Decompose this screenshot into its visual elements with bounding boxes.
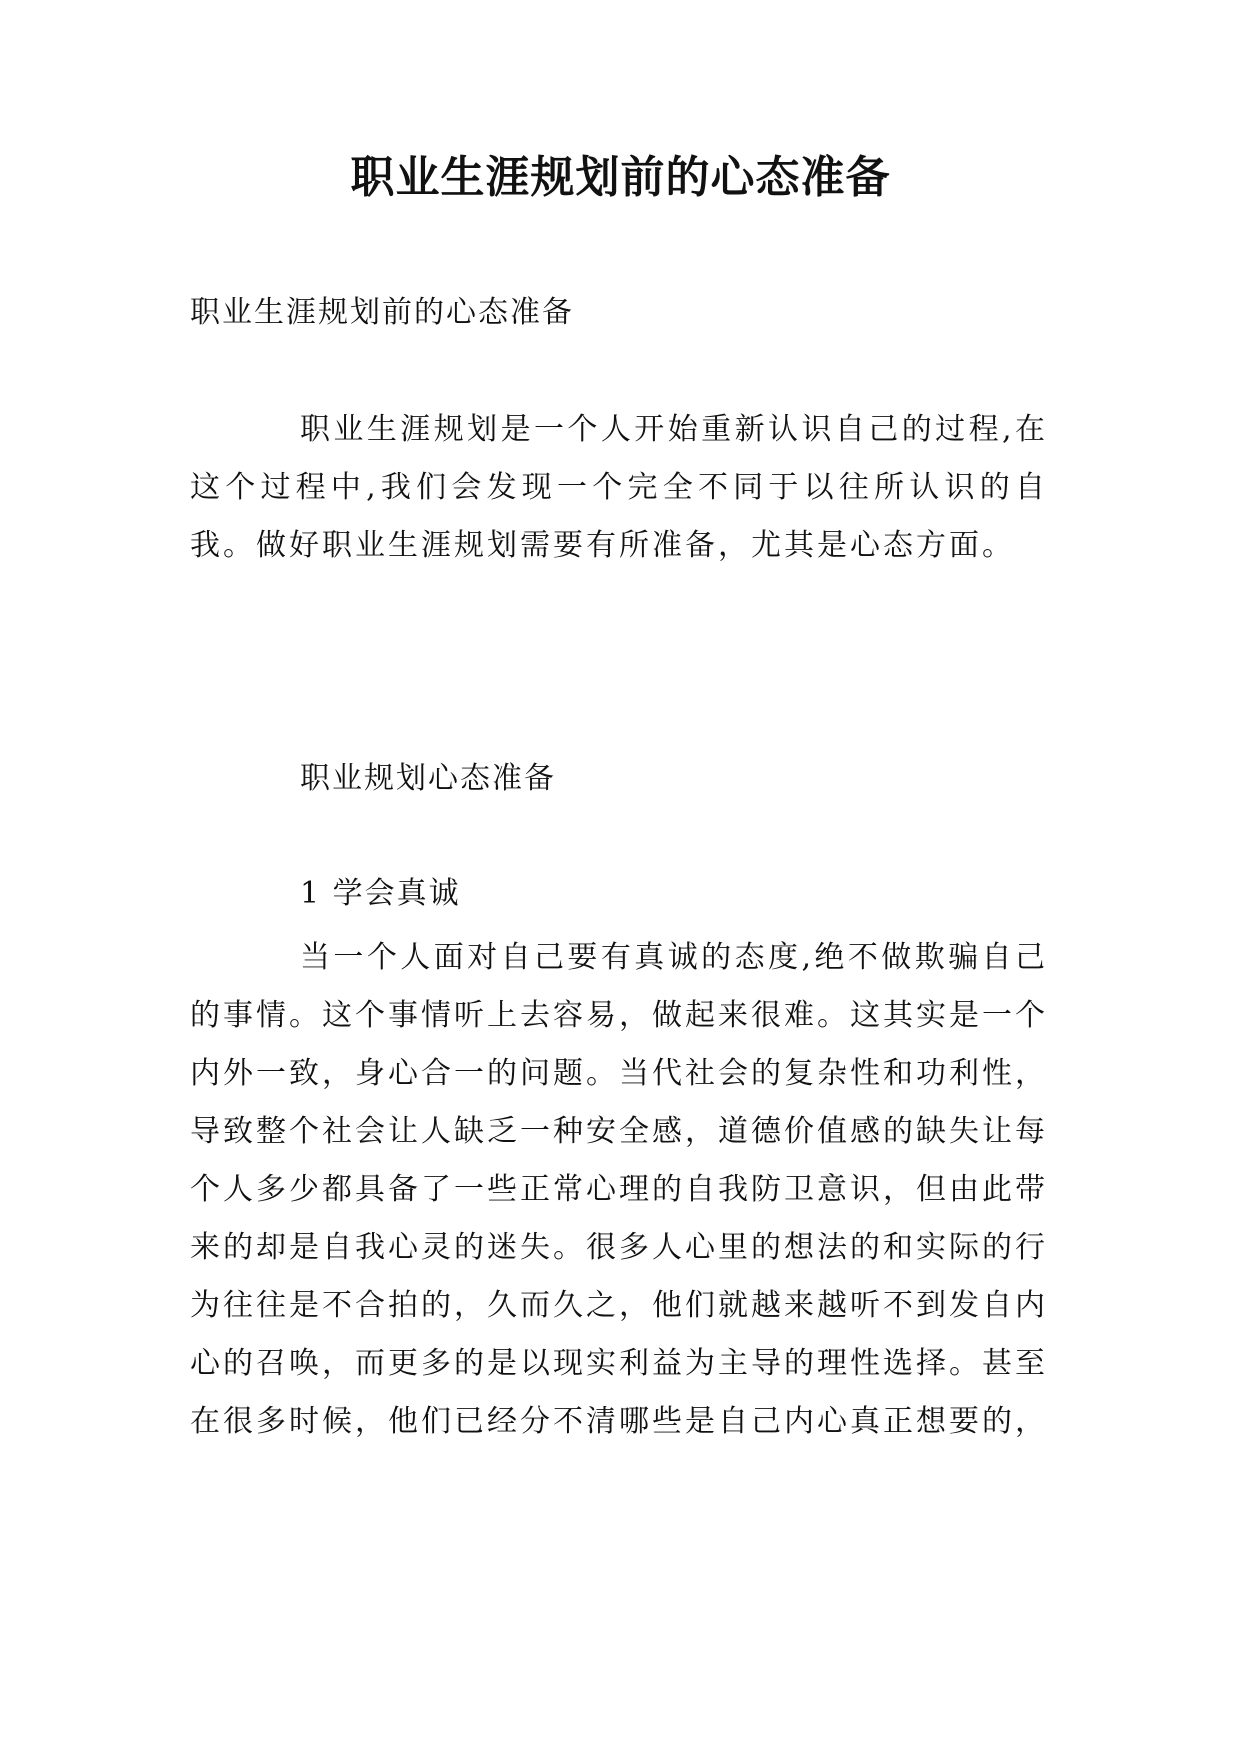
intro-paragraph: 职业生涯规划是一个人开始重新认识自己的过程,在这个过程中,我们会发现一个完全不同于以往所认识的自我。做好职业生涯规划需要有所准备，尤其是心态方面。 <box>190 412 1048 563</box>
item-heading: 1 学会真诚 <box>300 876 461 911</box>
document-title: 职业生涯规划前的心态准备 <box>350 152 891 203</box>
body-paragraph: 当一个人面对自己要有真诚的态度,绝不做欺骗自己的事情。这个事情听上去容易，做起来很难。这其实是一个内外一致，身心合一的问题。当代社会的复杂性和功利性，导致整个社会让人缺乏一种安全感，道德价值感的缺失让每个人多少都具备了一些正常心理的自我防卫意识，但由此带来的却是自我心灵的迷失。很多人心里的想法的和实际的行为往往是不合拍的，久而久之，他们就越来越听不到发自内心的召唤，而更多的是以现实利益为主导的理性选择。甚至在很多时候，他们已经分不清哪些是自己内心真正想要的， <box>190 940 1048 1439</box>
document-subtitle: 职业生涯规划前的心态准备 <box>190 295 574 330</box>
section-heading: 职业规划心态准备 <box>300 761 556 796</box>
